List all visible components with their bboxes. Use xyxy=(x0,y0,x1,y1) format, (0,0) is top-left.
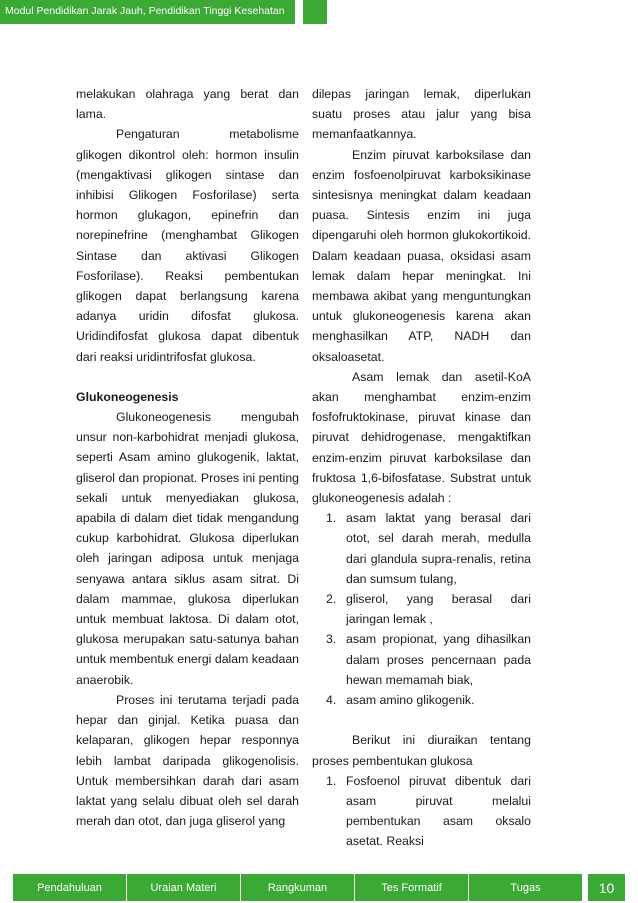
page-number: 10 xyxy=(588,874,625,901)
header-bar xyxy=(0,0,295,24)
spacer xyxy=(76,367,299,387)
list-item xyxy=(312,690,531,710)
right-column xyxy=(312,84,531,852)
nav-tes-formatif[interactable]: Tes Formatif xyxy=(355,874,469,901)
nav-uraian-materi[interactable]: Uraian Materi xyxy=(127,874,241,901)
list-number: 3. xyxy=(326,632,337,647)
list-number: 1. xyxy=(326,511,337,526)
module-title: Modul Pendidikan Jarak Jauh, Pendidikan Tinggi Kesehatan xyxy=(5,5,285,17)
list-text: gliserol, yang berasal dari jaringan lemak , xyxy=(346,592,531,627)
nav-tugas[interactable]: Tugas xyxy=(510,881,541,894)
list-number: 2. xyxy=(326,592,337,607)
spacer xyxy=(312,710,531,730)
list-number: 1. xyxy=(326,773,337,788)
paragraph: Glukoneogenesis mengubah unsur non-karbohidrat menjadi glukosa, seperti Asam amino glukogenik, laktat, gliserol dan propionat. Proses ini penting sekali untuk menyediakan glukosa, apabila di dalam diet tidak mengandung cukup karbohidrat. Glukosa diperlukan oleh jaringan adiposa untuk menjaga senyawa antara siklus asam sitrat. Di dalam mammae, glukosa diperlukan untuk membuat laktosa. Di dalam otot, glukosa merupakan satu-satunya bahan untuk membentuk energi dalam keadaan anaerobik. xyxy=(76,410,299,687)
nav-rangkuman[interactable]: Rangkuman xyxy=(241,874,355,901)
paragraph: Proses ini terutama terjadi pada hepar dan ginjal. Ketika puasa dan kelaparan, glikogen hepar responnya lebih lambat daripada glikogenolisis. Untuk membersihkan darah dari asam laktat yang selalu dibuat oleh sel darah merah dan otot, dan juga gliserol yang xyxy=(76,692,299,829)
list-number: 4. xyxy=(326,693,337,708)
paragraph: Asam lemak dan asetil-KoA akan menghambat enzim-enzim fosfofruktokinase, piruvat kinase dan piruvat dehidrogenase, mengaktifkan enzim-enzim piruvat karboksilase dan fruktosa 1,6-bifosfatase. Substrat untuk glukoneogenesis adalah : xyxy=(312,369,531,506)
paragraph: Berikut ini diuraikan tentang proses pembentukan glukosa xyxy=(312,733,531,768)
list-text: Fosfoenol piruvat dibentuk dari asam piruvat melalui pembentukan asam oksalo asetat. Reaksi xyxy=(346,773,531,849)
paragraph: Enzim piruvat karboksilase dan enzim fosfoenolpiruvat karboksikinase sintesisnya meningkat dalam keadaan puasa. Sintesis enzim ini juga dipengaruhi oleh hormon glukokortikoid. Dalam keadaan puasa, oksidasi asam lemak dalam hepar meningkat. Ini membawa akibat yang menguntungkan untuk glukoneogenesis karena akan menghasilkan ATP, NADH dan oksaloasetat. xyxy=(312,147,531,364)
list-item xyxy=(312,589,531,629)
footer-nav xyxy=(13,874,582,901)
list-text: asam laktat yang berasal dari otot, sel darah merah, medulla dari glandula supra-renalis, retina dan sumsum tulang, xyxy=(346,511,531,586)
substrate-list xyxy=(312,508,531,710)
list-item xyxy=(312,508,531,589)
list-text: asam amino glikogenik. xyxy=(346,693,475,708)
process-list xyxy=(312,771,531,852)
list-text: asam propionat, yang dihasilkan dalam proses pencernaan pada hewan memamah biak, xyxy=(346,632,531,687)
header-accent-square xyxy=(303,0,327,24)
list-item xyxy=(312,771,531,852)
nav-pendahuluan[interactable]: Pendahuluan xyxy=(13,874,127,901)
section-heading: Glukoneogenesis xyxy=(76,389,179,404)
left-column xyxy=(76,84,299,831)
list-item xyxy=(312,629,531,690)
paragraph: Pengaturan metabolisme glikogen dikontrol oleh: hormon insulin (mengaktivasi glikogen sintase dan inhibisi Glikogen Fosforilase) serta hormon glukagon, epinefrin dan norepinefrine (menghambat Glikogen Sintase dan aktivasi Glikogen Fosforilase). Reaksi pembentukan glikogen dapat berlangsung karena adanya uridin difosfat glukosa. Uridindifosfat glukosa dapat dibentuk dari reaksi uridintrifosfat glukosa. xyxy=(76,127,299,364)
paragraph: melakukan olahraga yang berat dan lama. xyxy=(76,87,299,122)
paragraph: dilepas jaringan lemak, diperlukan suatu proses atau jalur yang bisa memanfaatkannya. xyxy=(312,87,531,142)
